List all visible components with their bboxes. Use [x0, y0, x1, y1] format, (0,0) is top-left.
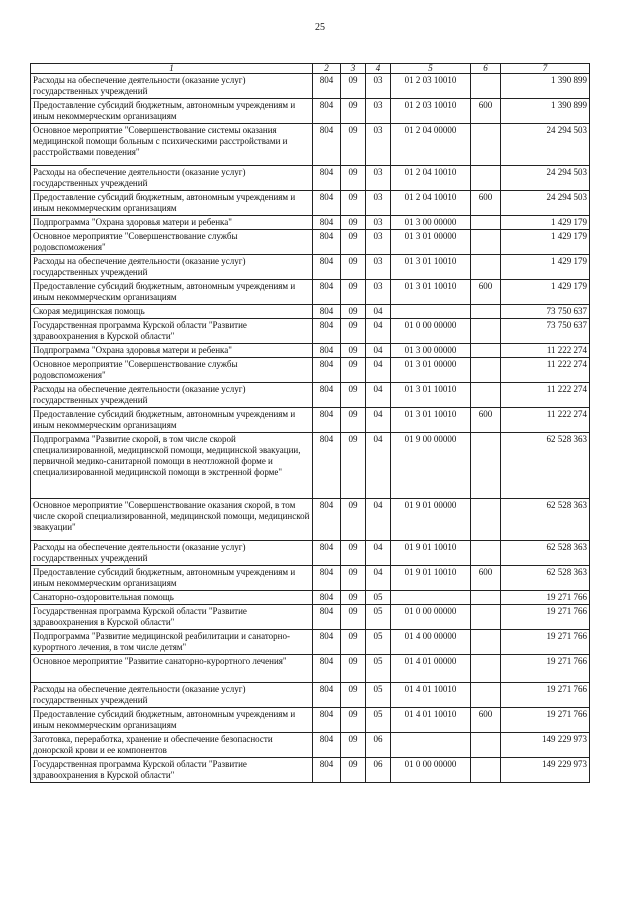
table-row: [31, 344, 590, 358]
row-name-cell: Предоставление субсидий бюджетным, автономным учреждениям и иным некоммерческим организациям: [31, 408, 313, 433]
row-ministry-code-cell: 804: [313, 383, 341, 408]
row-subsection-code-cell: 06: [366, 758, 391, 783]
row-target-article-cell: 01 0 00 00000: [391, 605, 471, 630]
table-row: [31, 408, 590, 433]
row-expense-type-cell: [471, 758, 501, 783]
row-section-code-cell: 09: [341, 166, 366, 191]
row-name-cell: Основное мероприятие "Совершенствование службы родовспоможения": [31, 358, 313, 383]
header-col-6: 6: [471, 64, 501, 74]
row-target-article-cell: 01 3 00 00000: [391, 216, 471, 230]
row-subsection-code-cell: 04: [366, 344, 391, 358]
header-col-4: 4: [366, 64, 391, 74]
row-subsection-code-cell: 04: [366, 319, 391, 344]
row-expense-type-cell: [471, 74, 501, 99]
row-name-cell: Заготовка, переработка, хранение и обеспечение безопасности донорской крови и ее компонентов: [31, 733, 313, 758]
row-subsection-code-cell: 03: [366, 255, 391, 280]
header-col-2: 2: [313, 64, 341, 74]
table-row: [31, 230, 590, 255]
row-expense-type-cell: [471, 655, 501, 683]
row-amount-cell: 11 222 274: [501, 383, 590, 408]
row-ministry-code-cell: 804: [313, 630, 341, 655]
table-row: [31, 255, 590, 280]
row-name-cell: Предоставление субсидий бюджетным, автономным учреждениям и иным некоммерческим организациям: [31, 280, 313, 305]
row-expense-type-cell: [471, 255, 501, 280]
row-target-article-cell: 01 4 01 00000: [391, 655, 471, 683]
row-name-cell: Скорая медицинская помощь: [31, 305, 313, 319]
row-expense-type-cell: [471, 319, 501, 344]
row-target-article-cell: 01 3 01 10010: [391, 383, 471, 408]
row-amount-cell: 149 229 973: [501, 758, 590, 783]
row-target-article-cell: 01 0 00 00000: [391, 319, 471, 344]
table-row: [31, 708, 590, 733]
row-amount-cell: 149 229 973: [501, 733, 590, 758]
row-expense-type-cell: [471, 499, 501, 541]
row-section-code-cell: 09: [341, 319, 366, 344]
row-amount-cell: 62 528 363: [501, 566, 590, 591]
row-name-cell: Государственная программа Курской области "Развитие здравоохранения в Курской области": [31, 758, 313, 783]
row-ministry-code-cell: 804: [313, 683, 341, 708]
row-name-cell: Подпрограмма "Развитие медицинской реабилитации и санаторно-курортного лечения, в том числе детям": [31, 630, 313, 655]
row-target-article-cell: 01 9 01 00000: [391, 499, 471, 541]
row-subsection-code-cell: 03: [366, 74, 391, 99]
row-target-article-cell: 01 2 04 10010: [391, 191, 471, 216]
row-ministry-code-cell: 804: [313, 124, 341, 166]
row-target-article-cell: 01 9 00 00000: [391, 433, 471, 499]
row-target-article-cell: 01 3 00 00000: [391, 344, 471, 358]
row-amount-cell: 62 528 363: [501, 541, 590, 566]
row-name-cell: Основное мероприятие "Развитие санаторно-курортного лечения": [31, 655, 313, 683]
row-expense-type-cell: [471, 305, 501, 319]
row-expense-type-cell: [471, 433, 501, 499]
row-name-cell: Предоставление субсидий бюджетным, автономным учреждениям и иным некоммерческим организациям: [31, 708, 313, 733]
row-ministry-code-cell: 804: [313, 541, 341, 566]
row-name-cell: Предоставление субсидий бюджетным, автономным учреждениям и иным некоммерческим организациям: [31, 99, 313, 124]
table-row: [31, 166, 590, 191]
row-ministry-code-cell: 804: [313, 605, 341, 630]
row-ministry-code-cell: 804: [313, 305, 341, 319]
row-expense-type-cell: 600: [471, 566, 501, 591]
row-name-cell: Государственная программа Курской области "Развитие здравоохранения в Курской области": [31, 319, 313, 344]
row-expense-type-cell: [471, 383, 501, 408]
row-section-code-cell: 09: [341, 433, 366, 499]
row-target-article-cell: 01 9 01 10010: [391, 566, 471, 591]
row-name-cell: Предоставление субсидий бюджетным, автономным учреждениям и иным некоммерческим организациям: [31, 566, 313, 591]
row-section-code-cell: 09: [341, 708, 366, 733]
row-expense-type-cell: [471, 166, 501, 191]
table-row: [31, 124, 590, 166]
row-name-cell: Основное мероприятие "Совершенствование службы родовспоможения": [31, 230, 313, 255]
table-row: [31, 319, 590, 344]
row-section-code-cell: 09: [341, 383, 366, 408]
row-amount-cell: 1 390 899: [501, 99, 590, 124]
row-amount-cell: 1 390 899: [501, 74, 590, 99]
row-section-code-cell: 09: [341, 74, 366, 99]
row-section-code-cell: 09: [341, 255, 366, 280]
row-ministry-code-cell: 804: [313, 758, 341, 783]
row-subsection-code-cell: 04: [366, 433, 391, 499]
row-subsection-code-cell: 06: [366, 733, 391, 758]
table-row: [31, 280, 590, 305]
table-header-row: [31, 64, 590, 74]
row-ministry-code-cell: 804: [313, 591, 341, 605]
table-row: [31, 541, 590, 566]
row-amount-cell: 1 429 179: [501, 255, 590, 280]
row-target-article-cell: 01 4 01 10010: [391, 708, 471, 733]
row-ministry-code-cell: 804: [313, 408, 341, 433]
row-expense-type-cell: [471, 605, 501, 630]
row-section-code-cell: 09: [341, 541, 366, 566]
row-section-code-cell: 09: [341, 191, 366, 216]
row-amount-cell: 24 294 503: [501, 124, 590, 166]
row-amount-cell: 11 222 274: [501, 408, 590, 433]
table-row: [31, 191, 590, 216]
row-section-code-cell: 09: [341, 566, 366, 591]
row-name-cell: Подпрограмма "Охрана здоровья матери и ребенка": [31, 344, 313, 358]
row-target-article-cell: 01 4 01 10010: [391, 683, 471, 708]
row-amount-cell: 19 271 766: [501, 591, 590, 605]
row-subsection-code-cell: 05: [366, 605, 391, 630]
row-name-cell: Государственная программа Курской области "Развитие здравоохранения в Курской области": [31, 605, 313, 630]
table-row: [31, 591, 590, 605]
row-amount-cell: 19 271 766: [501, 655, 590, 683]
table-row: [31, 630, 590, 655]
row-ministry-code-cell: 804: [313, 566, 341, 591]
row-subsection-code-cell: 05: [366, 708, 391, 733]
row-target-article-cell: 01 4 00 00000: [391, 630, 471, 655]
row-target-article-cell: 01 9 01 10010: [391, 541, 471, 566]
row-ministry-code-cell: 804: [313, 280, 341, 305]
row-expense-type-cell: [471, 733, 501, 758]
row-ministry-code-cell: 804: [313, 191, 341, 216]
row-expense-type-cell: 600: [471, 280, 501, 305]
row-expense-type-cell: [471, 541, 501, 566]
row-ministry-code-cell: 804: [313, 358, 341, 383]
row-expense-type-cell: [471, 230, 501, 255]
header-col-7: 7: [501, 64, 590, 74]
row-target-article-cell: 01 2 04 10010: [391, 166, 471, 191]
row-expense-type-cell: 600: [471, 708, 501, 733]
row-subsection-code-cell: 04: [366, 408, 391, 433]
row-name-cell: Расходы на обеспечение деятельности (оказание услуг) государственных учреждений: [31, 255, 313, 280]
row-ministry-code-cell: 804: [313, 655, 341, 683]
row-target-article-cell: 01 2 04 00000: [391, 124, 471, 166]
row-ministry-code-cell: 804: [313, 99, 341, 124]
page-number: 25: [315, 22, 325, 33]
row-ministry-code-cell: 804: [313, 74, 341, 99]
row-name-cell: Подпрограмма "Развитие скорой, в том числе скорой специализированной, медицинской помощи, медицинской эвакуации, первичной медико-санитарной помощи в неотложной форме и специализированной медицинской помощи в экстренной форме": [31, 433, 313, 499]
row-ministry-code-cell: 804: [313, 216, 341, 230]
table-row: [31, 433, 590, 499]
row-subsection-code-cell: 03: [366, 216, 391, 230]
table-row: [31, 305, 590, 319]
row-target-article-cell: 01 0 00 00000: [391, 758, 471, 783]
row-name-cell: Расходы на обеспечение деятельности (оказание услуг) государственных учреждений: [31, 166, 313, 191]
row-section-code-cell: 09: [341, 591, 366, 605]
row-ministry-code-cell: 804: [313, 166, 341, 191]
table-row: [31, 99, 590, 124]
row-ministry-code-cell: 804: [313, 230, 341, 255]
row-expense-type-cell: 600: [471, 408, 501, 433]
row-target-article-cell: 01 3 01 00000: [391, 230, 471, 255]
table-row: [31, 383, 590, 408]
header-col-3: 3: [341, 64, 366, 74]
row-target-article-cell: 01 3 01 10010: [391, 408, 471, 433]
header-col-5: 5: [391, 64, 471, 74]
row-name-cell: Расходы на обеспечение деятельности (оказание услуг) государственных учреждений: [31, 383, 313, 408]
row-section-code-cell: 09: [341, 758, 366, 783]
row-name-cell: Подпрограмма "Охрана здоровья матери и ребенка": [31, 216, 313, 230]
row-subsection-code-cell: 03: [366, 280, 391, 305]
row-expense-type-cell: [471, 683, 501, 708]
row-subsection-code-cell: 04: [366, 499, 391, 541]
row-amount-cell: 73 750 637: [501, 319, 590, 344]
row-subsection-code-cell: 04: [366, 358, 391, 383]
table-row: [31, 683, 590, 708]
row-subsection-code-cell: 05: [366, 591, 391, 605]
row-expense-type-cell: [471, 124, 501, 166]
row-section-code-cell: 09: [341, 358, 366, 383]
row-target-article-cell: [391, 305, 471, 319]
row-expense-type-cell: [471, 591, 501, 605]
header-col-1: 1: [31, 64, 313, 74]
row-expense-type-cell: [471, 216, 501, 230]
row-name-cell: Расходы на обеспечение деятельности (оказание услуг) государственных учреждений: [31, 541, 313, 566]
row-section-code-cell: 09: [341, 499, 366, 541]
row-section-code-cell: 09: [341, 216, 366, 230]
row-section-code-cell: 09: [341, 683, 366, 708]
row-section-code-cell: 09: [341, 344, 366, 358]
row-subsection-code-cell: 05: [366, 630, 391, 655]
row-section-code-cell: 09: [341, 605, 366, 630]
row-target-article-cell: 01 2 03 10010: [391, 74, 471, 99]
row-name-cell: Санаторно-оздоровительная помощь: [31, 591, 313, 605]
row-subsection-code-cell: 04: [366, 541, 391, 566]
row-subsection-code-cell: 03: [366, 99, 391, 124]
row-target-article-cell: 01 3 01 10010: [391, 280, 471, 305]
table-row: [31, 733, 590, 758]
row-amount-cell: 19 271 766: [501, 708, 590, 733]
row-amount-cell: 19 271 766: [501, 630, 590, 655]
row-section-code-cell: 09: [341, 733, 366, 758]
row-amount-cell: 1 429 179: [501, 230, 590, 255]
row-subsection-code-cell: 04: [366, 305, 391, 319]
row-subsection-code-cell: 05: [366, 655, 391, 683]
table-row: [31, 655, 590, 683]
row-subsection-code-cell: 03: [366, 124, 391, 166]
row-name-cell: Основное мероприятие "Совершенствование системы оказания медицинской помощи больным с психическими расстройствами и расстройствами поведения": [31, 124, 313, 166]
row-amount-cell: 19 271 766: [501, 683, 590, 708]
row-amount-cell: 73 750 637: [501, 305, 590, 319]
row-name-cell: Расходы на обеспечение деятельности (оказание услуг) государственных учреждений: [31, 683, 313, 708]
row-expense-type-cell: [471, 344, 501, 358]
row-target-article-cell: [391, 591, 471, 605]
row-amount-cell: 1 429 179: [501, 216, 590, 230]
row-subsection-code-cell: 04: [366, 566, 391, 591]
row-subsection-code-cell: 03: [366, 191, 391, 216]
row-ministry-code-cell: 804: [313, 255, 341, 280]
row-subsection-code-cell: 03: [366, 230, 391, 255]
row-section-code-cell: 09: [341, 280, 366, 305]
row-section-code-cell: 09: [341, 305, 366, 319]
table-row: [31, 358, 590, 383]
budget-table: [30, 63, 590, 783]
row-ministry-code-cell: 804: [313, 708, 341, 733]
row-amount-cell: 24 294 503: [501, 191, 590, 216]
row-subsection-code-cell: 05: [366, 683, 391, 708]
row-amount-cell: 24 294 503: [501, 166, 590, 191]
row-amount-cell: 62 528 363: [501, 433, 590, 499]
table-row: [31, 566, 590, 591]
row-target-article-cell: 01 3 01 00000: [391, 358, 471, 383]
row-name-cell: Предоставление субсидий бюджетным, автономным учреждениям и иным некоммерческим организациям: [31, 191, 313, 216]
row-amount-cell: 11 222 274: [501, 358, 590, 383]
row-amount-cell: 11 222 274: [501, 344, 590, 358]
table-row: [31, 74, 590, 99]
table-row: [31, 605, 590, 630]
row-subsection-code-cell: 03: [366, 166, 391, 191]
row-target-article-cell: 01 2 03 10010: [391, 99, 471, 124]
row-section-code-cell: 09: [341, 124, 366, 166]
row-subsection-code-cell: 04: [366, 383, 391, 408]
table-row: [31, 216, 590, 230]
row-target-article-cell: 01 3 01 10010: [391, 255, 471, 280]
row-section-code-cell: 09: [341, 408, 366, 433]
row-target-article-cell: [391, 733, 471, 758]
row-expense-type-cell: 600: [471, 99, 501, 124]
row-ministry-code-cell: 804: [313, 433, 341, 499]
table-row: [31, 499, 590, 541]
row-section-code-cell: 09: [341, 630, 366, 655]
row-amount-cell: 1 429 179: [501, 280, 590, 305]
row-name-cell: Расходы на обеспечение деятельности (оказание услуг) государственных учреждений: [31, 74, 313, 99]
row-ministry-code-cell: 804: [313, 344, 341, 358]
row-amount-cell: 62 528 363: [501, 499, 590, 541]
row-section-code-cell: 09: [341, 230, 366, 255]
row-ministry-code-cell: 804: [313, 733, 341, 758]
row-expense-type-cell: 600: [471, 191, 501, 216]
row-section-code-cell: 09: [341, 99, 366, 124]
row-name-cell: Основное мероприятие "Совершенствование оказания скорой, в том числе скорой специализированной, медицинской помощи, медицинской эвакуации": [31, 499, 313, 541]
row-ministry-code-cell: 804: [313, 319, 341, 344]
row-ministry-code-cell: 804: [313, 499, 341, 541]
table-row: [31, 758, 590, 783]
row-expense-type-cell: [471, 630, 501, 655]
row-amount-cell: 19 271 766: [501, 605, 590, 630]
row-expense-type-cell: [471, 358, 501, 383]
row-section-code-cell: 09: [341, 655, 366, 683]
